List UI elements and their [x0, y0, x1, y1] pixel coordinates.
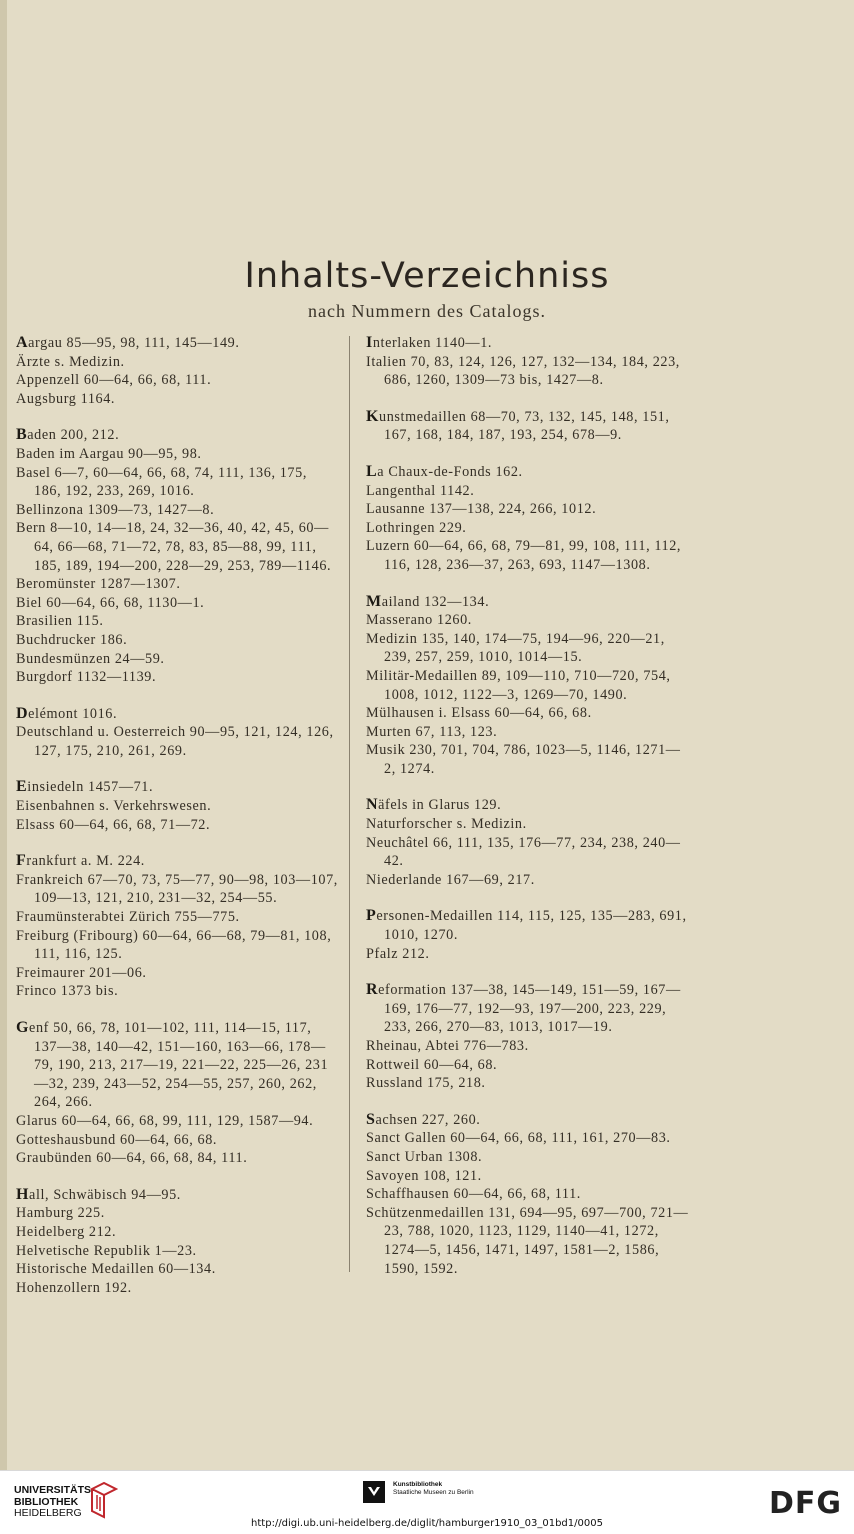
entry-text: Mülhausen i. Elsass 60—64, 66, 68.	[366, 705, 592, 722]
index-entry	[16, 852, 338, 871]
index-letter-group	[366, 796, 692, 889]
ub-heidelberg-logo-text[interactable]	[14, 1485, 95, 1520]
index-entry	[366, 871, 692, 890]
index-entry	[16, 650, 338, 669]
index-entry	[366, 704, 692, 723]
index-entry	[16, 501, 338, 520]
index-letter-group	[366, 907, 692, 963]
kb-line-1: Kunstbibliothek	[393, 1481, 443, 1488]
index-entry	[16, 371, 338, 390]
index-entry	[366, 1056, 692, 1075]
index-letter-group	[366, 593, 692, 779]
entry-text: Murten 67, 113, 123.	[366, 723, 498, 740]
initial-letter: A	[16, 334, 29, 351]
index-entry	[366, 1167, 692, 1186]
index-entry	[16, 1131, 338, 1150]
index-column-left	[16, 334, 338, 1315]
index-entry	[366, 334, 692, 353]
index-entry	[366, 500, 692, 519]
entry-text: Frankreich 67—70, 73, 75—77, 90—98, 103—107, 109—13, 121, 210, 231—32, 254—55.	[16, 871, 338, 907]
index-entry	[366, 741, 692, 778]
ub-line-3: HEIDELBERG	[14, 1507, 82, 1519]
entry-text: Freiburg (Fribourg) 60—64, 66—68, 79—81, 108, 111, 116, 125.	[16, 927, 332, 963]
index-entry	[16, 964, 338, 983]
index-entry	[16, 464, 338, 501]
entry-text: Bundesmünzen 24—59.	[16, 650, 165, 667]
index-letter-group	[16, 778, 338, 834]
index-entry	[16, 816, 338, 835]
entry-text: Freimaurer 201—06.	[16, 964, 147, 981]
index-entry	[16, 575, 338, 594]
index-letter-group	[16, 1019, 338, 1168]
index-entry	[16, 1242, 338, 1261]
index-entry	[366, 834, 692, 871]
entry-text: eformation 137—38, 145—149, 151—59, 167—169, 176—77, 192—93, 197—200, 223, 229, 233, 266, 270—83, 1013, 1017—19.	[378, 982, 681, 1036]
entry-text: Historische Medaillen 60—134.	[16, 1261, 216, 1278]
dfg-logo[interactable]: DFG	[768, 1486, 842, 1521]
index-entry	[366, 519, 692, 538]
entry-text: Baden im Aargau 90—95, 98.	[16, 445, 202, 462]
entry-text: Elsass 60—64, 66, 68, 71—72.	[16, 816, 211, 833]
entry-text: Heidelberg 212.	[16, 1223, 117, 1240]
index-letter-group	[366, 981, 692, 1093]
index-entry	[16, 1204, 338, 1223]
entry-text: Burgdorf 1132—1139.	[16, 669, 157, 686]
permalink-url[interactable]: http://digi.ub.uni-heidelberg.de/diglit/hamburger1910_03_01bd1/0005	[251, 1518, 603, 1529]
entry-text: Sanct Urban 1308.	[366, 1148, 483, 1165]
entry-text: argau 85—95, 98, 111, 145—149.	[28, 335, 240, 351]
index-entry	[366, 796, 692, 815]
entry-text: Musik 230, 701, 704, 786, 1023—5, 1146, 1271—2, 1274.	[366, 742, 681, 777]
index-entry	[16, 1019, 338, 1112]
entry-text: Bellinzona 1309—73, 1427—8.	[16, 501, 215, 518]
entry-text: Medizin 135, 140, 174—75, 194—96, 220—21, 239, 257, 259, 1010, 1014—15.	[366, 630, 665, 666]
index-entry	[16, 705, 338, 724]
index-entry	[366, 723, 692, 742]
index-entry	[16, 871, 338, 908]
entry-text: Augsburg 1164.	[16, 390, 116, 407]
entry-text: nterlaken 1140—1.	[372, 335, 493, 351]
index-entry	[16, 778, 338, 797]
index-entry	[366, 463, 692, 482]
entry-text: Eisenbahnen s. Verkehrswesen.	[16, 798, 212, 815]
page-subtitle: nach Nummern des Catalogs.	[308, 301, 546, 321]
index-entry	[16, 723, 338, 760]
index-letter-group	[366, 1111, 692, 1278]
index-entry	[366, 1037, 692, 1056]
index-entry	[16, 797, 338, 816]
entry-text: Lothringen 229.	[366, 519, 467, 536]
entry-text: Schaffhausen 60—64, 66, 68, 111.	[366, 1186, 581, 1203]
index-entry	[366, 1074, 692, 1093]
index-entry	[366, 630, 692, 667]
initial-letter: K	[366, 407, 380, 425]
index-entry	[16, 1223, 338, 1242]
kb-line-2: Staatliche Museen zu Berlin	[393, 1489, 474, 1496]
entry-text: Deutschland u. Oesterreich 90—95, 121, 124, 126, 127, 175, 210, 261, 269.	[16, 724, 334, 759]
initial-letter: P	[366, 907, 377, 925]
entry-text: Niederlande 167—69, 217.	[366, 871, 535, 888]
entry-text: all, Schwäbisch 94—95.	[29, 1186, 181, 1203]
index-entry	[366, 1111, 692, 1130]
index-entry	[366, 482, 692, 501]
entry-text: Naturforscher s. Medizin.	[366, 816, 527, 833]
entry-text: Brasilien 115.	[16, 613, 104, 630]
index-entry	[16, 631, 338, 650]
entry-text: Fraumünsterabtei Zürich 755—775.	[16, 909, 240, 926]
entry-text: Ärzte s. Medizin.	[16, 353, 125, 370]
index-entry	[16, 445, 338, 464]
ub-line-2: BIBLIOTHEK	[14, 1495, 79, 1508]
index-entry	[366, 1129, 692, 1148]
initial-letter: M	[366, 592, 382, 610]
entry-text: Russland 175, 218.	[366, 1075, 486, 1092]
index-entry	[16, 594, 338, 613]
entry-text: Pfalz 212.	[366, 945, 430, 962]
entry-text: Langenthal 1142.	[366, 482, 475, 499]
index-entry	[366, 1185, 692, 1204]
index-entry	[16, 334, 338, 353]
index-entry	[16, 612, 338, 631]
initial-letter: L	[366, 462, 378, 480]
index-letter-group	[16, 852, 338, 1001]
index-letter-group	[366, 463, 692, 575]
entry-text: ailand 132—134.	[381, 593, 490, 610]
index-entry	[16, 1149, 338, 1168]
index-letter-group	[16, 1186, 338, 1298]
initial-letter: N	[366, 796, 379, 814]
entry-text: Sanct Gallen 60—64, 66, 68, 111, 161, 270—83.	[366, 1130, 671, 1147]
ub-line-1: UNIVERSITÄTS-	[14, 1484, 95, 1496]
entry-text: Lausanne 137—138, 224, 266, 1012.	[366, 501, 597, 518]
index-entry	[366, 537, 692, 574]
initial-letter: F	[16, 852, 27, 870]
index-entry	[366, 981, 692, 1037]
index-entry	[366, 593, 692, 612]
entry-text: Luzern 60—64, 66, 68, 79—81, 99, 108, 111, 112, 116, 128, 236—37, 263, 693, 1147—1308.	[366, 538, 682, 573]
entry-text: achsen 227, 260.	[375, 1111, 481, 1128]
index-letter-group	[16, 705, 338, 761]
entry-text: Gotteshausbund 60—64, 66, 68.	[16, 1131, 218, 1148]
initial-letter: I	[366, 334, 373, 351]
entry-text: äfels in Glarus 129.	[378, 797, 502, 814]
index-entry	[16, 1112, 338, 1131]
entry-text: Bern 8—10, 14—18, 24, 32—36, 40, 42, 45, 60—64, 66—68, 71—72, 78, 83, 85—88, 99, 111, 185, 189, 194—200, 228—29, 253, 789—1146.	[16, 520, 332, 574]
index-entry	[366, 611, 692, 630]
entry-text: unstmedaillen 68—70, 73, 132, 145, 148, 151, 167, 168, 184, 187, 193, 254, 678—9.	[379, 408, 670, 444]
page-title: Inhalts-Verzeichniss	[244, 256, 610, 296]
entry-text: enf 50, 66, 78, 101—102, 111, 114—15, 117, 137—38, 140—42, 151—160, 163—66, 178—79, 190, 213, 217—19, 221—22, 225—26, 231—32, 239, 243—52, 254—55, 257, 260, 262, 264, 266.	[29, 1020, 329, 1111]
initial-letter: H	[16, 1185, 30, 1203]
entry-text: Hamburg 225.	[16, 1205, 105, 1222]
index-entry	[366, 667, 692, 704]
index-entry	[16, 908, 338, 927]
entry-text: Militär-Medaillen 89, 109—110, 710—720, 754, 1008, 1012, 1122—3, 1269—70, 1490.	[366, 667, 671, 703]
entry-text: Rheinau, Abtei 776—783.	[366, 1038, 529, 1054]
index-entry	[16, 1279, 338, 1298]
entry-text: Schützenmedaillen 131, 694—95, 697—700, 721—23, 788, 1020, 1123, 1129, 1140—41, 1272, 1274—5, 1456, 1471, 1497, 1581—2, 1586, 1590, 1592.	[366, 1204, 689, 1277]
smb-eagle-icon	[363, 1481, 385, 1503]
entry-text: Appenzell 60—64, 66, 68, 111.	[16, 372, 212, 389]
entry-text: a Chaux-de-Fonds 162.	[377, 463, 523, 480]
entry-text: Helvetische Republik 1—23.	[16, 1242, 197, 1259]
index-entry	[366, 1204, 692, 1278]
index-letter-group	[16, 426, 338, 686]
entry-text: Masserano 1260.	[366, 612, 472, 629]
index-letter-group	[16, 334, 338, 408]
index-entry	[366, 1148, 692, 1167]
index-entry	[16, 668, 338, 687]
column-divider	[349, 336, 350, 1272]
index-entry	[366, 408, 692, 445]
entry-text: Rottweil 60—64, 68.	[366, 1056, 498, 1073]
entry-text: Biel 60—64, 66, 68, 1130—1.	[16, 594, 205, 611]
index-entry	[16, 982, 338, 1001]
entry-text: Italien 70, 83, 124, 126, 127, 132—134, 184, 223, 686, 1260, 1309—73 bis, 1427—8.	[366, 353, 680, 389]
index-entry	[366, 945, 692, 964]
index-entry	[366, 353, 692, 390]
entry-text: Frinco 1373 bis.	[16, 983, 119, 1000]
index-entry	[16, 1260, 338, 1279]
initial-letter: R	[366, 981, 379, 999]
entry-text: ersonen-Medaillen 114, 115, 125, 135—283, 691, 1010, 1270.	[376, 908, 687, 944]
index-entry	[16, 390, 338, 409]
entry-text: elémont 1016.	[28, 705, 118, 722]
viewer-footer	[0, 1470, 854, 1534]
entry-text: Hohenzollern 192.	[16, 1279, 132, 1296]
index-entry	[16, 519, 338, 575]
entry-text: Neuchâtel 66, 111, 135, 176—77, 234, 238, 240—42.	[366, 834, 681, 870]
kunstbibliothek-logo[interactable]	[363, 1481, 474, 1503]
index-letter-group	[366, 408, 692, 445]
index-entry	[366, 907, 692, 944]
entry-text: aden 200, 212.	[27, 427, 120, 444]
index-entry	[16, 426, 338, 445]
ub-heidelberg-emblem-icon[interactable]	[88, 1481, 118, 1519]
initial-letter: E	[16, 778, 28, 796]
index-entry	[366, 815, 692, 834]
initial-letter: G	[16, 1019, 30, 1036]
index-entry	[16, 353, 338, 372]
initial-letter: B	[16, 426, 28, 444]
entry-text: rankfurt a. M. 224.	[26, 853, 145, 870]
entry-text: Glarus 60—64, 66, 68, 99, 111, 129, 1587—94.	[16, 1112, 314, 1129]
index-column-right	[366, 334, 692, 1296]
index-entry	[16, 927, 338, 964]
index-letter-group	[366, 334, 692, 390]
entry-text: Graubünden 60—64, 66, 68, 84, 111.	[16, 1150, 248, 1167]
initial-letter: S	[366, 1110, 376, 1128]
index-entry	[16, 1186, 338, 1205]
entry-text: Savoyen 108, 121.	[366, 1167, 482, 1184]
initial-letter: D	[16, 704, 29, 722]
entry-text: insiedeln 1457—71.	[27, 779, 154, 796]
entry-text: Beromünster 1287—1307.	[16, 576, 181, 593]
entry-text: Buchdrucker 186.	[16, 631, 128, 648]
entry-text: Basel 6—7, 60—64, 66, 68, 74, 111, 136, 175, 186, 192, 233, 269, 1016.	[16, 464, 307, 500]
